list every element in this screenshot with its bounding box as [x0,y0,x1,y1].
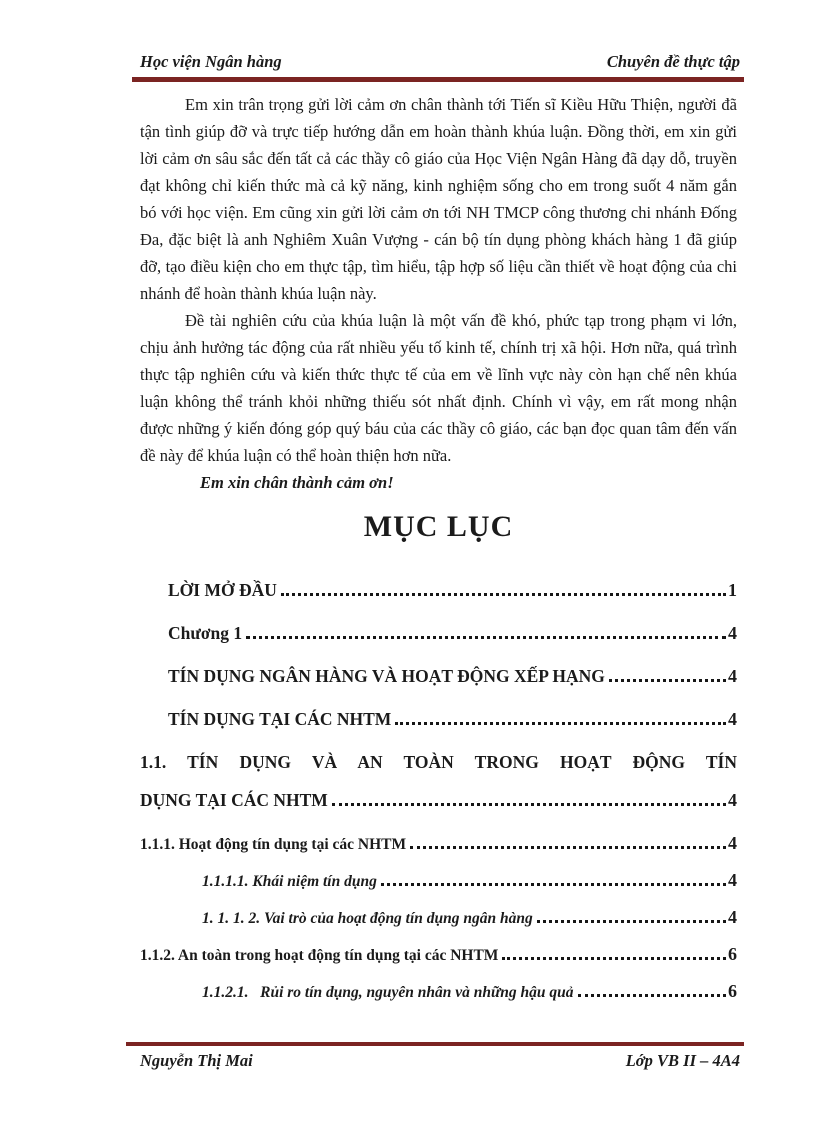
toc-page-number: 4 [728,790,737,810]
header-right-text: Chuyên đề thực tập [606,52,740,71]
thanks-line: Em xin chân thành cảm ơn! [200,473,394,492]
footer-rule [126,1042,744,1046]
dotted-leader [609,679,726,682]
toc-entry-1-1-1[interactable] [140,833,737,854]
toc-page-number: 4 [728,709,737,729]
toc-entry-loi-mo-dau[interactable] [140,580,737,601]
toc-page-number: 4 [728,623,737,643]
toc-page-number: 4 [728,907,737,927]
toc-entry-1-1-1-2[interactable] [140,907,737,928]
toc-page-number: 6 [728,944,737,964]
dotted-leader [332,803,726,806]
toc-entry-label: TÍN DỤNG NGÂN HÀNG VÀ HOẠT ĐỘNG XẾP HẠNG [168,666,605,686]
acknowledgement-paragraph-1: Em xin trân trọng gửi lời cảm ơn chân thành tới Tiến sĩ Kiều Hữu Thiện, người đã tận tình giúp đỡ và trực tiếp hướng dẫn em hoàn thành khúa luận. Đồng thời, em xin gửi lời cảm ơn sâu sắc đến tất cả các thầy cô giáo của Học Viện Ngân Hàng đã dạy dỗ, truyền đạt không chỉ kiến thức mà cả kỹ năng, kinh nghiệm sống cho em trong suốt 4 năm gắn bó với học viện. Em cũng xin gửi lời cảm ơn tới NH TMCP công thương chi nhánh Đống Đa, đặc biệt là anh Nghiêm Xuân Vượng - cán bộ tín dụng phòng khách hàng 1 đã giúp đỡ, tạo điều kiện cho em thực tập, tìm hiểu, tập hợp số liệu cần thiết về hoạt động của chi nhánh để hoàn thành khúa luận này. [140,95,737,303]
toc-entry-chuong-1[interactable] [140,623,737,644]
toc-entry-label: LỜI MỞ ĐẦU [168,580,277,600]
toc-entry-1-1-2-1[interactable] [140,981,737,1002]
footer-right-text: Lớp VB II – 4A4 [625,1051,740,1070]
toc-page-number: 4 [728,666,737,686]
toc-entry-label: TÍN DỤNG TẠI CÁC NHTM [168,709,392,729]
footer-left-text: Nguyễn Thị Mai [140,1051,253,1070]
dotted-leader [381,883,726,886]
dotted-leader [281,593,726,596]
toc-entry-1-1-2[interactable] [140,944,737,965]
dotted-leader [537,920,726,923]
toc-entry-label: 1.1.2.1. Rủi ro tín dụng, nguyên nhân và những hậu quả [202,984,574,1001]
toc-entry-1-1-line-1[interactable] [140,752,737,773]
header-left-text: Học viện Ngân hàng [140,52,282,71]
page-body [0,82,816,1002]
acknowledgement-paragraph-2: Đề tài nghiên cứu của khúa luận là một vấn đề khó, phức tạp trong phạm vi lớn, chịu ảnh hưởng tác động của rất nhiều yếu tố kinh tế, chính trị xã hội. Hơn nữa, quá trình thực tập nghiên cứu và kiến thức thực tế của em về lĩnh vực này còn hạn chế nên khúa luận không thể tránh khỏi những thiếu sót nhất định. Chính vì vậy, em rất mong nhận được những ý kiến đóng góp quý báu của các thầy cô giáo, các bạn đọc quan tâm đến vấn đề này để khúa luận có thể hoàn thiện hơn nữa. [140,311,737,465]
toc-entry-label: 1.1. TÍN DỤNG VÀ AN TOÀN TRONG HOẠT ĐỘNG TÍN [140,752,737,772]
toc-entry-label: 1.1.1. Hoạt động tín dụng tại các NHTM [140,836,407,853]
toc-page-number: 4 [728,870,737,890]
toc-page-number: 1 [728,580,737,600]
dotted-leader [410,846,726,849]
page-header [0,0,816,72]
toc-entry-1-1-1-1[interactable] [140,870,737,891]
dotted-leader [246,636,726,639]
toc-entry-tin-dung-ngan-hang[interactable] [140,666,737,687]
dotted-leader [578,994,726,997]
toc-entry-1-1-line-2[interactable] [140,790,737,811]
dotted-leader [502,957,726,960]
toc-entry-tin-dung-tai-cac-nhtm[interactable] [140,709,737,730]
toc-entry-label: 1.1.1.1. Khái niệm tín dụng [202,873,377,890]
toc-title: MỤC LỤC [363,510,514,543]
toc-page-number: 6 [728,981,737,1001]
page-footer [0,1051,816,1071]
toc-entry-label: DỤNG TẠI CÁC NHTM [140,790,328,810]
toc-entry-label: Chương 1 [168,623,243,643]
toc-page-number: 4 [728,833,737,853]
dotted-leader [395,722,726,725]
table-of-contents [140,580,737,1002]
toc-entry-label: 1.1.2. An toàn trong hoạt động tín dụng tại các NHTM [140,947,499,964]
toc-entry-label: 1. 1. 1. 2. Vai trò của hoạt động tín dụng ngân hàng [202,910,533,927]
